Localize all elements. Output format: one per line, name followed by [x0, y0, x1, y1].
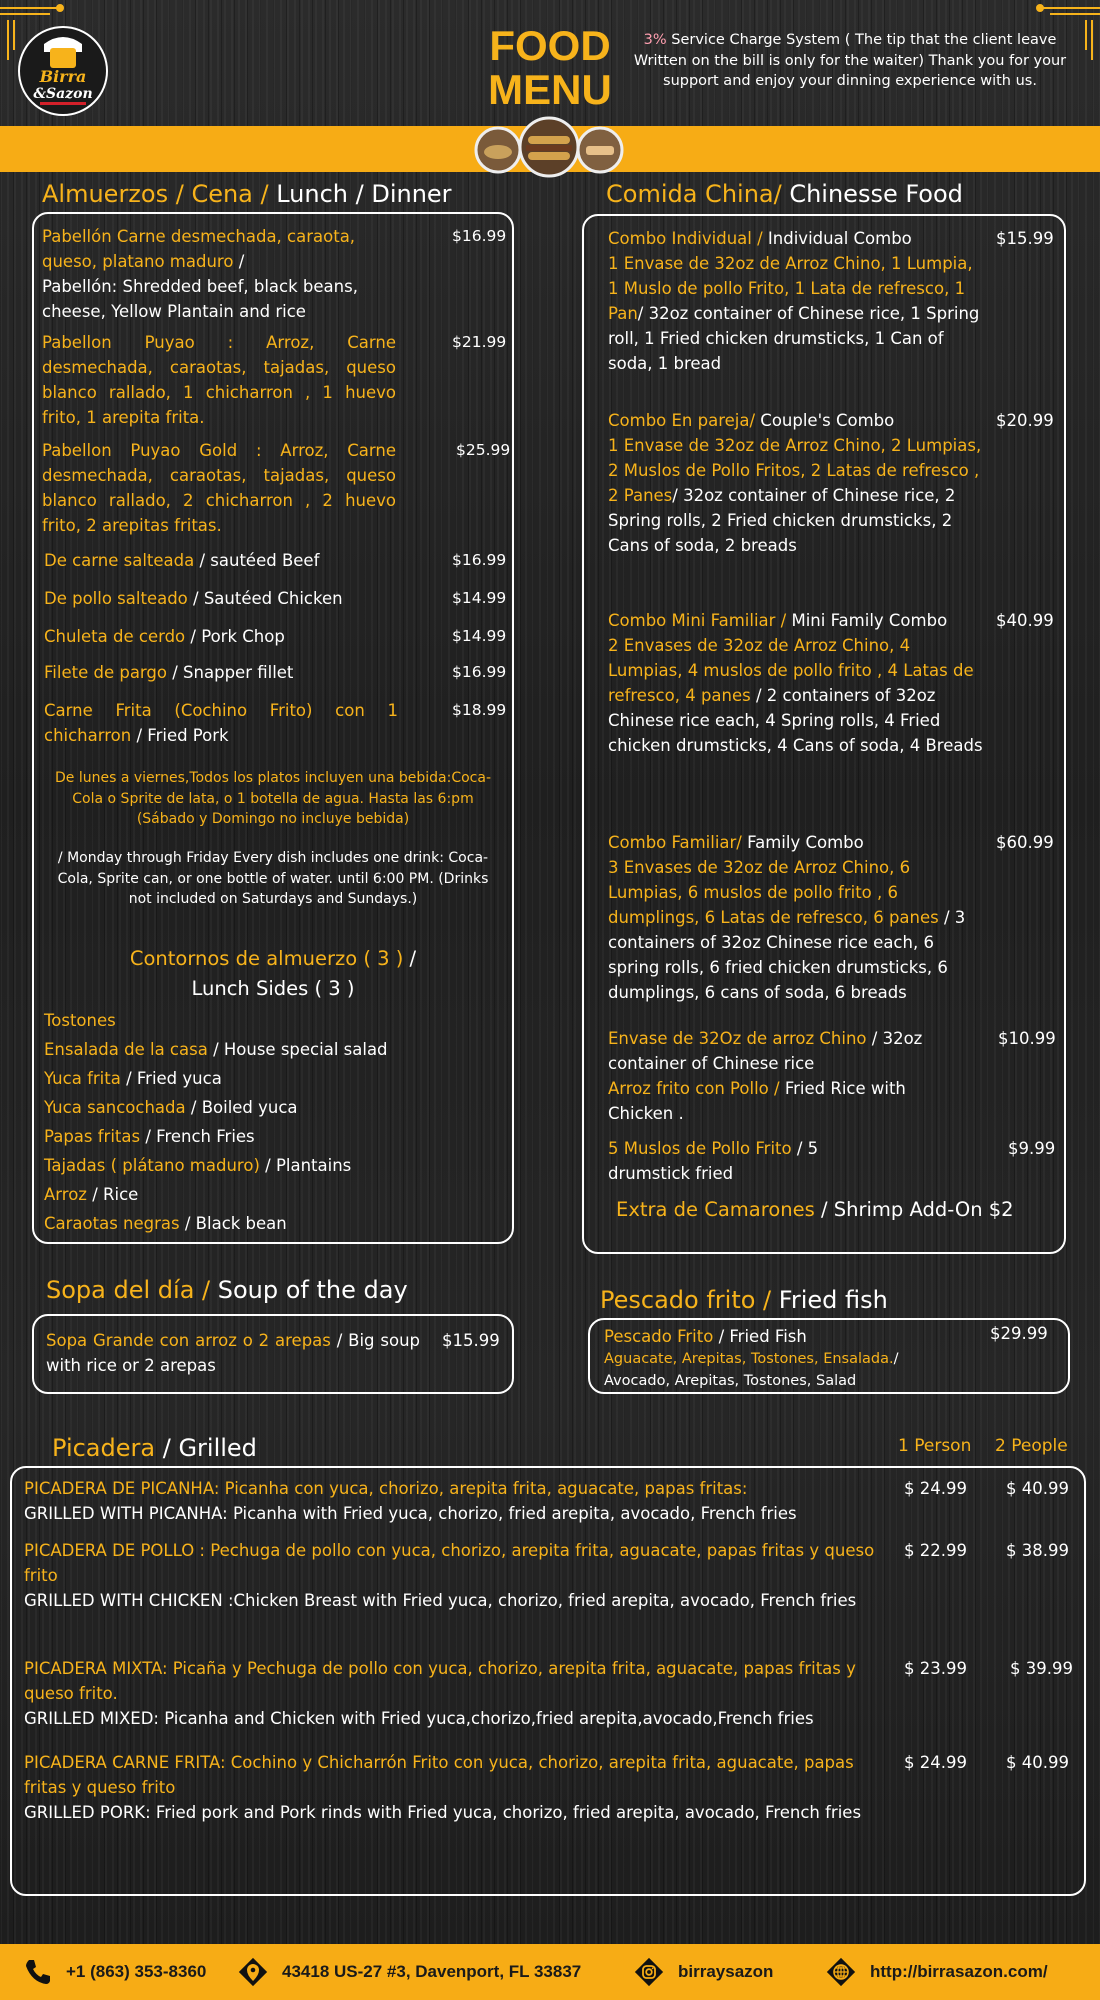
side-item	[44, 1006, 116, 1035]
fish-desc-es: Aguacate, Arepitas, Tostones, Ensalada.	[604, 1351, 894, 1367]
side-name-en: / Boiled yuca	[185, 1098, 298, 1117]
lunch-heading-en: Lunch / Dinner	[268, 180, 452, 208]
svg-text:Birra: Birra	[39, 67, 87, 86]
side-name-en: / Black bean	[179, 1214, 287, 1233]
lunch-sides-heading: Contornos de almuerzo ( 3 ) / Lunch Sides ( 3 )	[129, 947, 417, 1000]
address-contact[interactable]	[236, 1944, 581, 2000]
menu-header	[0, 0, 1100, 126]
lunch-heading	[42, 180, 452, 208]
phone-icon	[20, 1955, 54, 1989]
phone-contact[interactable]	[20, 1944, 206, 2000]
location-pin-icon	[236, 1955, 270, 1989]
lunch-heading-es: Almuerzos / Cena /	[42, 180, 269, 208]
item-price: $16.99	[452, 227, 507, 245]
item-name-en: / Sautéed Chicken	[187, 589, 343, 608]
page-title	[470, 24, 630, 112]
fish-price: $29.99	[990, 1324, 1048, 1343]
combo-name-es: Combo Familiar/	[608, 833, 748, 852]
item-price: $14.99	[452, 627, 507, 645]
soup-price: $15.99	[442, 1331, 500, 1350]
side-item	[44, 1122, 255, 1151]
soup-heading	[46, 1276, 408, 1304]
birra-sazon-logo	[14, 22, 112, 120]
picadera-name-en: GRILLED PORK: Fried pork and Pork rinds with Fried yuca, chorizo, fried arepita, avocado, French fries	[24, 1803, 862, 1822]
side-name-es: Tostones	[44, 1011, 116, 1030]
item-name-es: Chuleta de cerdo	[44, 627, 186, 646]
sides-heading-es: Contornos de almuerzo ( 3 )	[129, 947, 404, 970]
website-contact[interactable]	[824, 1944, 1048, 2000]
extra-price: $10.99	[998, 1029, 1056, 1048]
fish-box	[588, 1318, 1070, 1394]
combo-desc-es: 2 Envases de 32oz de Arroz Chino, 4 Lumpias, 4 muslos de pollo frito , 4 Latas de refresco, 4 panes	[608, 636, 974, 705]
item-price: $16.99	[452, 663, 507, 681]
picadera-name-es: PICADERA MIXTA: Picaña y Pechuga de pollo con yuca, chorizo, arepita frita, aguacate, papas fritas y queso frito.	[24, 1659, 856, 1703]
side-name-en: / French Fries	[140, 1127, 255, 1146]
item-price: $16.99	[452, 551, 507, 569]
item-name-es: Pabellón Carne desmechada, caraota, queso, platano maduro	[42, 227, 356, 271]
combo-desc-es: 1 Envase de 32oz de Arroz Chino, 1 Lumpia, 1 Muslo de pollo Frito, 1 Lata de refresco, 1 Pan	[608, 254, 973, 323]
soup-heading-es: Sopa del día /	[46, 1276, 211, 1304]
side-name-es: Arroz	[44, 1185, 87, 1204]
contact-footer	[0, 1944, 1100, 2000]
combo-desc-en: / 32oz container of Chinese rice, 1 Spring roll, 1 Fried chicken drumsticks, 1 Can of soda, 1 bread	[608, 304, 980, 373]
fish-desc-en: / Avocado, Arepitas, Tostones, Salad	[604, 1351, 899, 1389]
combo-desc-en: / 2 containers of 32oz Chinese rice each, 4 Spring rolls, 4 Fried chicken drumsticks, 4 Cans of soda, 4 Breads	[608, 686, 983, 755]
combo-desc-en: / 32oz container of Chinese rice, 2 Spring rolls, 2 Fried chicken drumsticks, 2 Cans of soda, 2 breads	[608, 486, 956, 555]
item-name-es: Pabellon Puyao : Arroz, Carne desmechada, caraotas, tajadas, queso blanco rallado, 1 chicharron , 1 huevo frito, 1 arepita frita.	[42, 333, 396, 427]
item-name-en: / sautéed Beef	[194, 551, 320, 570]
drink-note-en: / Monday through Friday Every dish includes one drink: Coca-Cola, Sprite can, or one bottle of water. until 6:00 PM. (Drinks not included on Saturdays and Sundays.)	[57, 850, 489, 907]
combo-price: $60.99	[996, 833, 1054, 852]
instagram-contact[interactable]	[632, 1944, 773, 2000]
side-name-es: Tajadas ( plátano maduro)	[44, 1156, 260, 1175]
side-name-es: Caraotas negras	[44, 1214, 180, 1233]
svg-text:&Sazon: &Sazon	[33, 86, 93, 102]
item-price: $14.99	[452, 589, 507, 607]
website-url: http://birrasazon.com/	[870, 1962, 1048, 1981]
food-photos	[474, 116, 624, 178]
combo-price: $40.99	[996, 611, 1054, 630]
sides-heading-en: Lunch Sides ( 3 )	[191, 977, 355, 1000]
item-name-es: De carne salteada	[44, 551, 195, 570]
price-1-person: $ 23.99	[904, 1659, 967, 1678]
globe-icon	[824, 1955, 858, 1989]
combo-desc-es: 3 Envases de 32oz de Arroz Chino, 6 Lumpias, 6 muslos de pollo frito , 6 dumplings, 6 Latas de refresco, 6 panes	[608, 858, 939, 927]
item-separator: /	[233, 252, 245, 271]
extra-name-en: / 5 drumstick fried	[608, 1139, 819, 1183]
title-line-1: FOOD	[489, 22, 611, 69]
chinese-heading	[606, 180, 963, 208]
picadera-heading-en: / Grilled	[155, 1434, 257, 1462]
soup-box	[32, 1314, 514, 1394]
extra-name-es: 5 Muslos de Pollo Frito	[608, 1139, 792, 1158]
address-text: 43418 US-27 #3, Davenport, FL 33837	[282, 1962, 582, 1981]
combo-price: $15.99	[996, 229, 1054, 248]
side-item	[44, 1035, 388, 1064]
instagram-icon	[632, 1955, 666, 1989]
combo-name-es: Combo Individual /	[608, 229, 768, 248]
picadera-name-es: PICADERA DE PICANHA: Picanha con yuca, chorizo, arepita frita, aguacate, papas fritas:	[24, 1479, 748, 1498]
combo-name-es: Combo En pareja/	[608, 411, 761, 430]
extra-name-en: / 32oz container of Chinese rice	[608, 1029, 923, 1073]
combo-desc-en: / 3 containers of 32oz Chinese rice each, 6 spring rolls, 6 fried chicken drumsticks, 6 dumplings, 6 cans of soda, 6 breads	[608, 908, 966, 1002]
picadera-name-en: GRILLED WITH CHICKEN :Chicken Breast with Fried yuca, chorizo, fried arepita, avocado, French fries	[24, 1591, 857, 1610]
lunch-box	[32, 212, 514, 1244]
item-name-en: / Pork Chop	[185, 627, 285, 646]
side-name-en: / Plantains	[259, 1156, 352, 1175]
drink-note-es: De lunes a viernes,Todos los platos incluyen una bebida:Coca-Cola o Sprite de lata, o 1 botella de agua. Hasta las 6:pm (Sábado y Domingo no incluye bebida)	[54, 770, 492, 827]
picadera-name-en: GRILLED MIXED: Picanha and Chicken with Fried yuca,chorizo,fried arepita,avocado,French fries	[24, 1709, 814, 1728]
side-name-es: Ensalada de la casa	[44, 1040, 208, 1059]
shrimp-addon	[616, 1198, 1014, 1221]
price-2-people: $ 40.99	[1006, 1753, 1069, 1772]
col-header-1-person: 1 Person	[898, 1436, 972, 1456]
notice-text: Service Charge System ( The tip that the client leave Written on the bill is only for the waiter) Thank you for your support and enjoy your dinning experience with us.	[633, 32, 1067, 89]
side-item	[44, 1180, 138, 1209]
extra-name-es: Envase de 32Oz de arroz Chino	[608, 1029, 867, 1048]
combo-desc-es: 1 Envase de 32oz de Arroz Chino, 2 Lumpias, 2 Muslos de Pollo Fritos, 2 Latas de refresco , 2 Panes	[608, 436, 982, 505]
combo-name-en: Mini Family Combo	[791, 611, 948, 630]
extra-name-en-2: Fried Rice with Chicken .	[608, 1079, 906, 1123]
fish-heading-en: Fried fish	[771, 1286, 888, 1314]
side-name-es: Papas fritas	[44, 1127, 141, 1146]
chinese-box	[582, 214, 1066, 1254]
picadera-heading	[52, 1434, 257, 1462]
side-item	[44, 1209, 287, 1238]
picadera-name-es: PICADERA CARNE FRITA: Cochino y Chicharrón Frito con yuca, chorizo, arepita frita, aguacate, papas fritas y queso frito	[24, 1753, 854, 1797]
chinese-heading-en: Chinesse Food	[781, 180, 963, 208]
side-name-en: / Rice	[86, 1185, 139, 1204]
item-name-es: De pollo salteado	[44, 589, 188, 608]
shrimp-es: Extra de Camarones	[616, 1198, 815, 1221]
price-2-people: $ 39.99	[1010, 1659, 1073, 1678]
side-item	[44, 1064, 222, 1093]
combo-name-en: Family Combo	[747, 833, 864, 852]
fish-name-es: Pescado Frito	[604, 1327, 714, 1346]
price-1-person: $ 24.99	[904, 1753, 967, 1772]
menu-item-fish	[604, 1326, 1054, 1392]
item-price: $25.99	[456, 441, 511, 459]
service-charge-notice	[630, 30, 1070, 92]
instagram-handle: birraysazon	[678, 1962, 774, 1981]
soup-heading-en: Soup of the day	[210, 1276, 408, 1304]
side-name-es: Yuca sancochada	[44, 1098, 186, 1117]
fish-heading-es: Pescado frito /	[600, 1286, 772, 1314]
side-item	[44, 1093, 298, 1122]
combo-price: $20.99	[996, 411, 1054, 430]
soup-name-es: Sopa Grande con arroz o 2 arepas	[46, 1331, 331, 1350]
combo-name-es: Combo Mini Familiar /	[608, 611, 792, 630]
side-name-es: Yuca frita	[44, 1069, 121, 1088]
fish-heading	[600, 1286, 888, 1314]
item-name-en: / Fried Pork	[131, 726, 229, 745]
item-price: $18.99	[452, 701, 507, 719]
side-item	[44, 1151, 351, 1180]
picadera-name-en: GRILLED WITH PICANHA: Picanha with Fried yuca, chorizo, fried arepita, avocado, French fries	[24, 1504, 797, 1523]
combo-name-en: Couple's Combo	[760, 411, 895, 430]
soup-name-en: / Big soup with rice or 2 arepas	[46, 1331, 421, 1375]
combo-name-en: Individual Combo	[767, 229, 912, 248]
price-2-people: $ 38.99	[1006, 1541, 1069, 1560]
picadera-name-es: PICADERA DE POLLO : Pechuga de pollo con yuca, chorizo, arepita frita, aguacate, papas fritas y queso frito	[24, 1541, 875, 1585]
picadera-box	[10, 1466, 1086, 1896]
phone-number: +1 (863) 353-8360	[66, 1962, 207, 1981]
col-header-2-people: 2 People	[995, 1436, 1068, 1456]
fish-name-en: / Fried Fish	[713, 1327, 807, 1346]
notice-highlight: 3%	[643, 32, 672, 48]
side-name-en: / Fried yuca	[120, 1069, 222, 1088]
price-1-person: $ 24.99	[904, 1479, 967, 1498]
picadera-heading-es: Picadera	[52, 1434, 156, 1462]
price-2-people: $ 40.99	[1006, 1479, 1069, 1498]
item-name-en: Pabellón: Shredded beef, black beans, cheese, Yellow Plantain and rice	[42, 277, 358, 321]
item-name-es: Carne Frita (Cochino Frito) con 1 chicharron	[44, 701, 398, 745]
extra-price: $9.99	[1008, 1139, 1056, 1158]
price-1-person: $ 22.99	[904, 1541, 967, 1560]
chinese-heading-es: Comida China/	[606, 180, 782, 208]
side-name-en: / House special salad	[207, 1040, 388, 1059]
item-name-es: Pabellon Puyao Gold : Arroz, Carne desmechada, caraotas, tajadas, queso blanco rallado, 2 chicharron , 2 huevo frito, 2 arepitas fritas.	[42, 441, 396, 535]
shrimp-en: / Shrimp Add-On $2	[814, 1198, 1014, 1221]
extra-name-es-2: Arroz frito con Pollo /	[608, 1079, 785, 1098]
item-price: $21.99	[452, 333, 507, 351]
item-name-es: Filete de pargo	[44, 663, 167, 682]
item-name-en: / Snapper fillet	[167, 663, 294, 682]
title-line-2: MENU	[488, 66, 612, 113]
